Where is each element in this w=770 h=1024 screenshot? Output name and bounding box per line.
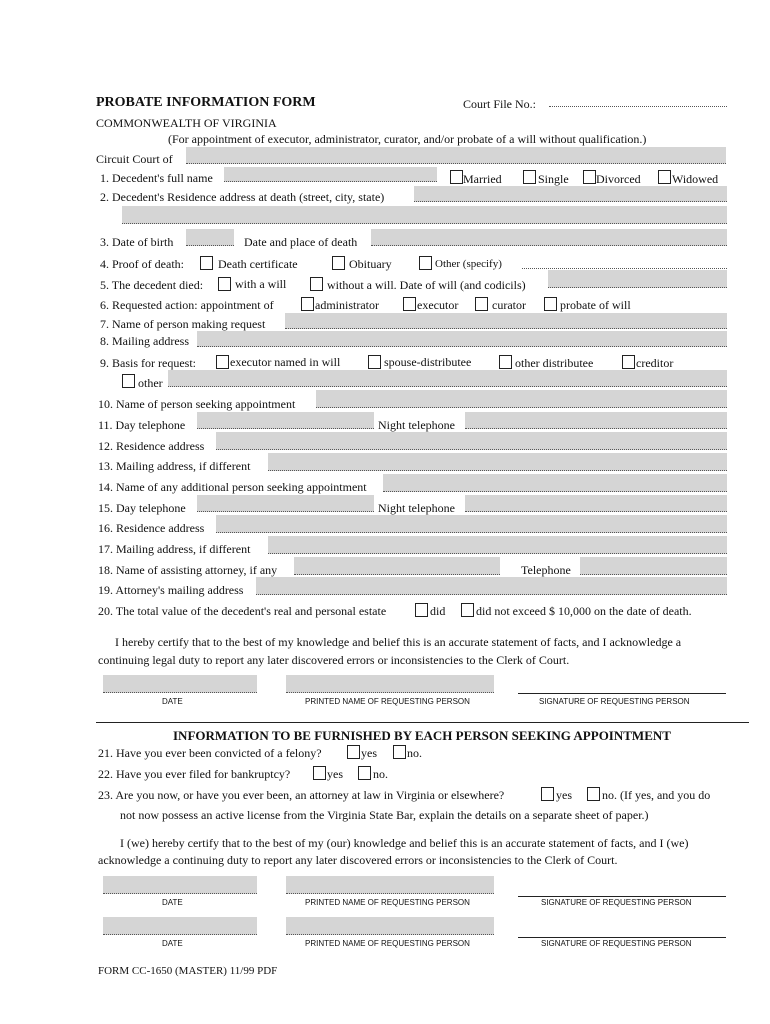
administrator-label: administrator xyxy=(315,298,379,312)
obituary-label: Obituary xyxy=(349,257,392,271)
circuit-court-label: Circuit Court of xyxy=(96,152,173,166)
death-certificate-checkbox[interactable] xyxy=(200,256,213,270)
signature-caption-3: SIGNATURE OF REQUESTING PERSON xyxy=(541,939,692,948)
court-file-input[interactable] xyxy=(549,106,727,107)
date-input-3[interactable] xyxy=(103,917,257,935)
widowed-checkbox[interactable] xyxy=(658,170,671,184)
death-certificate-label: Death certificate xyxy=(218,257,298,271)
attorney-yes-checkbox[interactable] xyxy=(541,787,554,801)
probate-of-will-label: probate of will xyxy=(560,298,631,312)
with-will-checkbox[interactable] xyxy=(218,277,231,291)
did-not-exceed-label: did not exceed $ 10,000 on the date of death. xyxy=(476,604,692,618)
single-label: Single xyxy=(538,172,569,186)
bankruptcy-yes-checkbox[interactable] xyxy=(313,766,326,780)
printed-name-caption-3: PRINTED NAME OF REQUESTING PERSON xyxy=(305,939,470,948)
certify2-line1: I (we) hereby certify that to the best of my (our) knowledge and belief this is an accurate statement of facts, and I (we) xyxy=(120,836,689,850)
curator-checkbox[interactable] xyxy=(475,297,488,311)
q8-label: 8. Mailing address xyxy=(100,334,189,348)
requester-name-input[interactable] xyxy=(285,313,727,329)
felony-no-checkbox[interactable] xyxy=(393,745,406,759)
attorney-telephone-label: Telephone xyxy=(521,563,571,577)
attorney-yes-label: yes xyxy=(556,788,572,802)
printed-name-input-2[interactable] xyxy=(286,876,494,894)
q7-label: 7. Name of person making request xyxy=(100,317,266,331)
printed-name-input-3[interactable] xyxy=(286,917,494,935)
attorney-no-checkbox[interactable] xyxy=(587,787,600,801)
married-label: Married xyxy=(463,172,502,186)
did-label: did xyxy=(430,604,446,618)
section-divider xyxy=(96,722,749,723)
date-place-death-label: Date and place of death xyxy=(244,235,358,249)
court-file-label: Court File No.: xyxy=(463,97,537,111)
bankruptcy-no-label: no. xyxy=(373,767,388,781)
divorced-label: Divorced xyxy=(596,172,641,186)
additional-person-input[interactable] xyxy=(383,474,727,492)
certify1-line1: I hereby certify that to the best of my knowledge and belief this is an accurate statement of facts, and I acknowledge a xyxy=(115,635,682,649)
q23-continuation: not now possess an active license from the Virginia State Bar, explain the details on a separate sheet of paper.) xyxy=(120,808,649,822)
other-distributee-label: other distributee xyxy=(515,356,594,370)
form-title: PROBATE INFORMATION FORM xyxy=(96,95,316,110)
bankruptcy-no-checkbox[interactable] xyxy=(358,766,371,780)
executor-named-label: executor named in will xyxy=(230,355,341,369)
felony-no-label: no. xyxy=(407,746,422,760)
q16-label: 16. Residence address xyxy=(98,521,205,535)
creditor-checkbox[interactable] xyxy=(622,355,635,369)
appointee-name-input[interactable] xyxy=(316,390,727,408)
certify2-line2: acknowledge a continuing duty to report any later discovered errors or inconsistencies to the Clerk of Court. xyxy=(98,853,618,867)
q15-label: 15. Day telephone xyxy=(98,501,186,515)
date-of-birth-input[interactable] xyxy=(186,229,234,246)
executor-named-checkbox[interactable] xyxy=(216,355,229,369)
q10-label: 10. Name of person seeking appointment xyxy=(98,397,296,411)
q14-label: 14. Name of any additional person seeking appointment xyxy=(98,480,367,494)
q22-label: 22. Have you ever filed for bankruptcy? xyxy=(98,767,291,781)
without-will-checkbox[interactable] xyxy=(310,277,323,291)
additional-mailing-input[interactable] xyxy=(268,536,727,554)
residence-address-input-1[interactable] xyxy=(414,186,727,202)
q4-label: 4. Proof of death: xyxy=(100,257,184,271)
attorney-no-label: no. (If yes, and you do xyxy=(602,788,711,802)
night-telephone-2-input[interactable] xyxy=(465,495,727,512)
creditor-label: creditor xyxy=(636,356,674,370)
commonwealth-label: COMMONWEALTH OF VIRGINIA xyxy=(96,116,277,130)
night-telephone-2-label: Night telephone xyxy=(378,501,455,515)
single-checkbox[interactable] xyxy=(523,170,536,184)
signature-line-1[interactable] xyxy=(518,693,726,694)
form-number: FORM CC-1650 (MASTER) 11/99 PDF xyxy=(98,965,278,977)
signature-line-2[interactable] xyxy=(518,896,726,897)
q23-label: 23. Are you now, or have you ever been, an attorney at law in Virginia or elsewhere? xyxy=(98,788,505,802)
curator-label: curator xyxy=(492,298,526,312)
other-distributee-checkbox[interactable] xyxy=(499,355,512,369)
divorced-checkbox[interactable] xyxy=(583,170,596,184)
did-checkbox[interactable] xyxy=(415,603,428,617)
signature-caption-1: SIGNATURE OF REQUESTING PERSON xyxy=(539,697,690,706)
administrator-checkbox[interactable] xyxy=(301,297,314,311)
printed-name-caption-1: PRINTED NAME OF REQUESTING PERSON xyxy=(305,697,470,706)
date-caption-2: DATE xyxy=(162,898,183,907)
other-proof-checkbox[interactable] xyxy=(419,256,432,270)
q12-label: 12. Residence address xyxy=(98,439,205,453)
q6-label: 6. Requested action: appointment of xyxy=(100,298,274,312)
with-will-label: with a will xyxy=(235,277,287,291)
requester-mailing-address-input[interactable] xyxy=(197,331,727,347)
date-place-death-input[interactable] xyxy=(371,229,727,246)
other-proof-input[interactable] xyxy=(522,268,727,269)
q13-label: 13. Mailing address, if different xyxy=(98,459,251,473)
circuit-court-input[interactable] xyxy=(186,147,726,164)
obituary-checkbox[interactable] xyxy=(332,256,345,270)
q19-label: 19. Attorney's mailing address xyxy=(98,583,244,597)
printed-name-caption-2: PRINTED NAME OF REQUESTING PERSON xyxy=(305,898,470,907)
attorney-mailing-input[interactable] xyxy=(256,577,727,595)
attorney-name-input[interactable] xyxy=(294,557,500,575)
date-caption-3: DATE xyxy=(162,939,183,948)
date-of-will-input[interactable] xyxy=(548,270,727,288)
widowed-label: Widowed xyxy=(672,172,719,186)
date-caption-1: DATE xyxy=(162,697,183,706)
certify1-line2: continuing legal duty to report any later discovered errors or inconsistencies to the Clerk of Court. xyxy=(98,653,570,667)
q20-label: 20. The total value of the decedent's real and personal estate xyxy=(98,604,387,618)
q1-label: 1. Decedent's full name xyxy=(100,171,213,185)
section2-heading: INFORMATION TO BE FURNISHED BY EACH PERSON SEEKING APPOINTMENT xyxy=(173,728,671,743)
q5-label: 5. The decedent died: xyxy=(100,278,204,292)
spouse-distributee-checkbox[interactable] xyxy=(368,355,381,369)
q17-label: 17. Mailing address, if different xyxy=(98,542,251,556)
additional-residence-input[interactable] xyxy=(216,515,727,533)
signature-caption-2: SIGNATURE OF REQUESTING PERSON xyxy=(541,898,692,907)
probate-of-will-checkbox[interactable] xyxy=(544,297,557,311)
date-input-1[interactable] xyxy=(103,675,257,693)
q3-label: 3. Date of birth xyxy=(100,235,174,249)
signature-line-3[interactable] xyxy=(518,937,726,938)
felony-yes-label: yes xyxy=(361,746,377,760)
executor-label: executor xyxy=(417,298,459,312)
date-input-2[interactable] xyxy=(103,876,257,894)
q2-label: 2. Decedent's Residence address at death (street, city, state) xyxy=(100,190,385,204)
day-telephone-2-input[interactable] xyxy=(197,495,374,512)
day-telephone-input[interactable] xyxy=(197,412,374,429)
other-basis-checkbox[interactable] xyxy=(122,374,135,388)
without-will-label: without a will. Date of will (and codicils) xyxy=(327,278,526,292)
printed-name-input-1[interactable] xyxy=(286,675,494,693)
night-telephone-label: Night telephone xyxy=(378,418,455,432)
decedent-name-input[interactable] xyxy=(224,167,437,182)
married-checkbox[interactable] xyxy=(450,170,463,184)
residence-address-input-2[interactable] xyxy=(122,206,727,224)
q21-label: 21. Have you ever been convicted of a felony? xyxy=(98,746,322,760)
did-not-exceed-checkbox[interactable] xyxy=(461,603,474,617)
appointee-residence-input[interactable] xyxy=(216,432,727,450)
q11-label: 11. Day telephone xyxy=(98,418,186,432)
night-telephone-input[interactable] xyxy=(465,412,727,429)
q9-label: 9. Basis for request: xyxy=(100,356,196,370)
appointee-mailing-input[interactable] xyxy=(268,453,727,471)
spouse-distributee-label: spouse-distributee xyxy=(384,355,472,369)
other-basis-input[interactable] xyxy=(168,370,727,387)
executor-checkbox[interactable] xyxy=(403,297,416,311)
attorney-telephone-input[interactable] xyxy=(580,557,727,575)
q18-label: 18. Name of assisting attorney, if any xyxy=(98,563,278,577)
bankruptcy-yes-label: yes xyxy=(327,767,343,781)
form-subtitle: (For appointment of executor, administrator, curator, and/or probate of a will without qualification.) xyxy=(168,132,647,146)
other-basis-label: other xyxy=(138,376,163,390)
other-specify-label: Other (specify) xyxy=(435,258,502,270)
felony-yes-checkbox[interactable] xyxy=(347,745,360,759)
